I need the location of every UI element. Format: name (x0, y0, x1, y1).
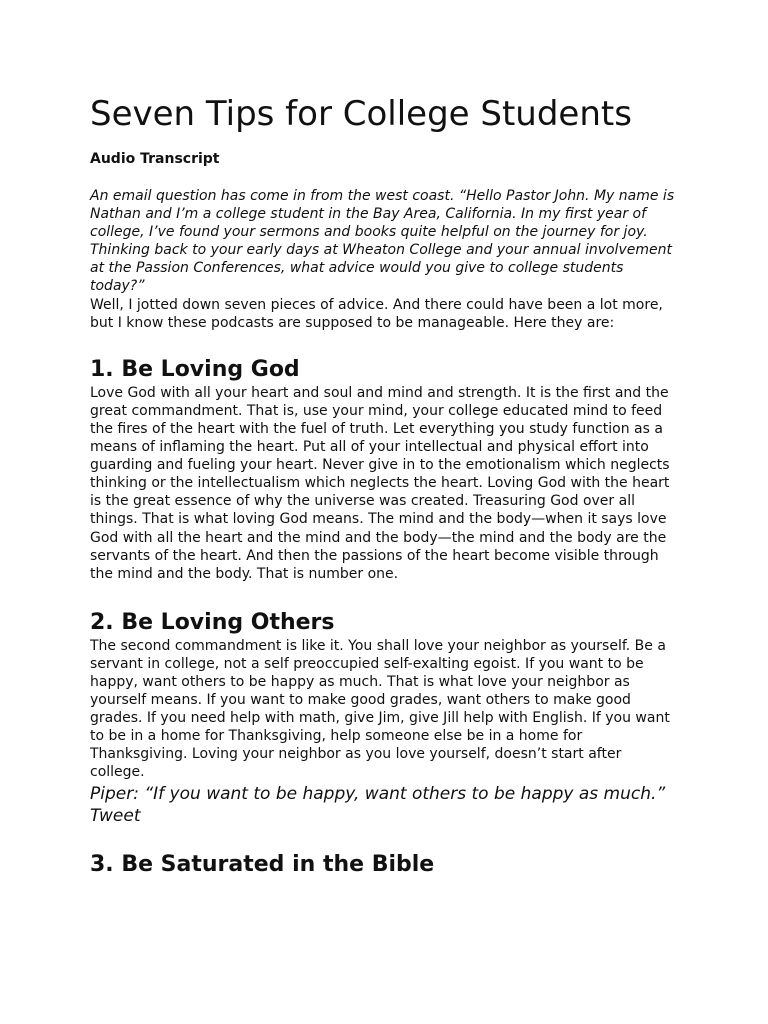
intro-question: An email question has come in from the west coast. “Hello Pastor John. My name is Nathan and I’m a college student in the Bay Area, California. In my first year of college, I’ve found your sermons and books quite helpful on the journey for joy. Thinking back to your early days at Wheaton College and your annual involvement at the Passion Conferences, what advice would you give to college students today?” (90, 188, 675, 295)
section-heading-saturated-bible: 3. Be Saturated in the Bible (90, 851, 435, 877)
page-title: Seven Tips for College Students (90, 94, 632, 134)
section-body-loving-god: Love God with all your heart and soul and mind and strength. It is the first and the great commandment. That is, use your mind, your college educated mind to feed the fires of the heart with the fuel of truth. Let everything you study function as a means of inflaming the heart. Put all of your intellectual and physical effort into guarding and fueling your heart. Never give in to the emotionalism which neglects thinking or the intellectualism which neglects the heart. Loving God with the heart is the great essence of why the universe was created. Treasuring God over all things. That is what loving God means. The mind and the body—when it says love God with all the heart and the mind and the body—the mind and the body are the servants of the heart. And then the passions of the heart become visible through the mind and the body. That is number one. (90, 384, 670, 582)
section-body-loving-others: The second commandment is like it. You shall love your neighbor as yourself. Be a servant in college, not a self preoccupied self-exalting egoist. If you want to be happy, want others to be happy as much. That is what love your neighbor as yourself means. If you want to make good grades, want others to make good grades. If you need help with math, give Jim, give Jill help with English. If you want to be in a home for Thanksgiving, help someone else be in a home for Thanksgiving. Loving your neighbor as you love yourself, doesn’t start after college. (90, 637, 670, 781)
pull-quote: Piper: “If you want to be happy, want others to be happy as much.” Tweet (90, 783, 666, 826)
subtitle: Audio Transcript (90, 151, 220, 167)
section-heading-loving-others: 2. Be Loving Others (90, 609, 335, 635)
lead-paragraph: Well, I jotted down seven pieces of advice. And there could have been a lot more, but I know these podcasts are supposed to be manageable. Here they are: (90, 296, 663, 331)
section-heading-loving-god: 1. Be Loving God (90, 356, 300, 382)
